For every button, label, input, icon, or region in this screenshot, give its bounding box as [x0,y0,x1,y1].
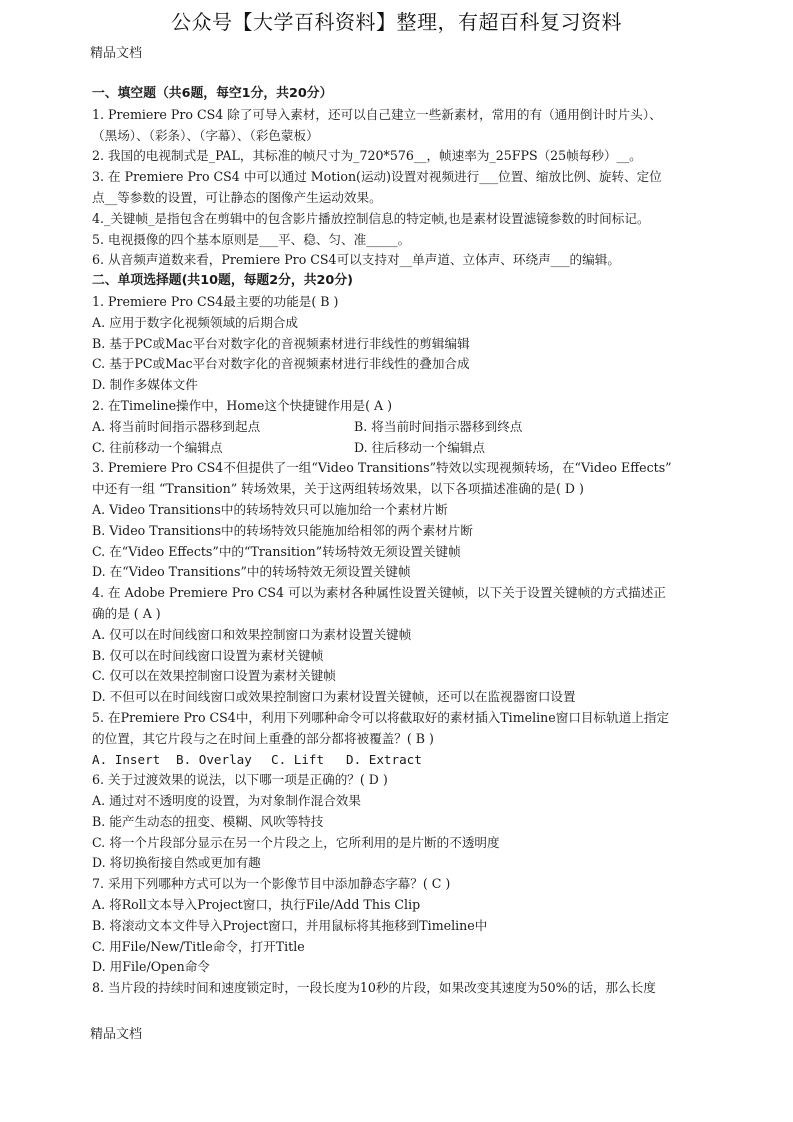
header-watermark: 精品文档 [90,46,143,61]
question-option: C. 基于PC或Mac平台对数字化的音视频素材进行非线性的叠加合成 [92,356,470,372]
question-option: B. 基于PC或Mac平台对数字化的音视频素材进行非线性的剪辑编辑 [92,335,470,351]
question-option: C. 往前移动一个编辑点 [92,439,223,455]
question-option: A. 将当前时间指示器移到起点 [92,418,261,434]
question-option: C. 在“Video Effects”中的“Transition”转场特效无须设置关键帧 [92,543,461,559]
question-option: C. 用File/New/Title命令，打开Title [92,938,305,954]
question-option: C. 仅可以在效果控制窗口设置为素材关键帧 [92,668,336,684]
question-stem: 3. Premiere Pro CS4不但提供了一组“Video Transitions”特效以实现视频转场，在“Video Effects” [92,460,672,476]
question-stem: 5. 在Premiere Pro CS4中，利用下列哪种命令可以将截取好的素材插入Timeline窗口目标轨道上指定 [92,709,670,725]
fill-in-line: 3. 在 Premiere Pro CS4 中可以通过 Motion(运动)设置对视频进行___位置、缩放比例、旋转、定位 [92,169,662,185]
question-stem: 7. 采用下列哪种方式可以为一个影像节目中添加静态字幕？( C ) [92,876,451,892]
question-option: A. 将Roll文本导入Project窗口，执行File/Add This Clip [92,897,421,913]
question-stem: 1. Premiere Pro CS4最主要的功能是( B ) [92,293,339,309]
question-option: B. 将滚动文本文件导入Project窗口，并用鼠标将其拖移到Timeline中 [92,917,488,933]
question-stem: 4. 在 Adobe Premiere Pro CS4 可以为素材各种属性设置关键帧，以下关于设置关键帧的方式描述正 [92,585,666,601]
fill-in-line: 点__等参数的设置，可让静态的图像产生运动效果。 [92,189,382,205]
question-options-row [92,750,714,771]
question-option: C. Lift [271,751,325,767]
footer-watermark: 精品文档 [90,1027,143,1042]
question-options-row [92,417,714,438]
question-option: A. 通过对不透明度的设置，为对象制作混合效果 [92,793,361,809]
section-title-fill-in: 一、填空题（共6题，每空1分，共20分） [92,86,333,101]
question-option: D. 在“Video Transitions”中的转场特效无须设置关键帧 [92,564,411,580]
question-option: A. 仅可以在时间线窗口和效果控制窗口为素材设置关键帧 [92,626,412,642]
question-option: B. 能产生动态的扭变、模糊、风吹等特技 [92,813,324,829]
document-body [92,84,714,999]
question-options-row [92,438,714,459]
fill-in-line: 6. 从音频声道数来看，Premiere Pro CS4可以支持对__单声道、立体声、环绕声___的编辑。 [92,252,620,268]
question-option: A. Insert [92,751,161,767]
question-option: D. 制作多媒体文件 [92,377,198,393]
question-stem: 中还有一组 “Transition” 转场效果，关于这两组转场效果，以下各项描述准确的是( D ) [92,481,584,497]
fill-in-line: 4._关键帧_是指包含在剪辑中的包含影片播放控制信息的特定帧,也是素材设置滤镜参数的时间标记。 [92,210,650,226]
fill-in-line: 2. 我国的电视制式是_PAL，其标准的帧尺寸为_720*576__，帧速率为_25FPS（25帧每秒）__。 [92,148,642,164]
fill-in-line: 1. Premiere Pro CS4 除了可导入素材，还可以自己建立一些新素材，常用的有（通用倒计时片头）、 [92,106,662,122]
question-option: A. 应用于数字化视频领域的后期合成 [92,314,299,330]
fill-in-line: （黑场）、（彩条）、（字幕）、（彩色蒙板） [92,127,319,143]
question-stem: 2. 在Timeline操作中，Home这个快捷键作用是( A ) [92,397,393,413]
question-option: D. Extract [346,751,422,767]
question-stem: 8. 当片段的持续时间和速度锁定时，一段长度为10秒的片段，如果改变其速度为50%的话，那么长度 [92,980,656,996]
question-option: B. 仅可以在时间线窗口设置为素材关键帧 [92,647,324,663]
question-option: B. 将当前时间指示器移到终点 [354,418,523,434]
question-option: D. 往后移动一个编辑点 [354,439,485,455]
question-option: D. 用File/Open命令 [92,959,210,975]
question-option: A. Video Transitions中的转场特效只可以施加给一个素材片断 [92,501,448,517]
question-option: B. Video Transitions中的转场特效只能施加给相邻的两个素材片断 [92,522,473,538]
page-banner: 公众号【大学百科资料】整理，有超百科复习资料 [171,10,622,34]
question-stem: 的位置，其它片段与之在时间上重叠的部分都将被覆盖？( B ) [92,730,434,746]
question-stem: 6. 关于过渡效果的说法，以下哪一项是正确的？( D ) [92,772,388,788]
question-option: D. 不但可以在时间线窗口或效果控制窗口为素材设置关键帧，还可以在监视器窗口设置 [92,689,576,705]
question-stem: 确的是 ( A ) [92,605,161,621]
question-option: B. Overlay [176,751,252,767]
question-option: C. 将一个片段部分显示在另一个片段之上，它所利用的是片断的不透明度 [92,834,500,850]
question-option: D. 将切换衔接自然或更加有趣 [92,855,261,871]
section-title-single-choice: 二、单项选择题(共10题，每题2分，共20分) [92,273,353,289]
fill-in-line: 5. 电视摄像的四个基本原则是___平、稳、匀、准_____。 [92,231,411,247]
